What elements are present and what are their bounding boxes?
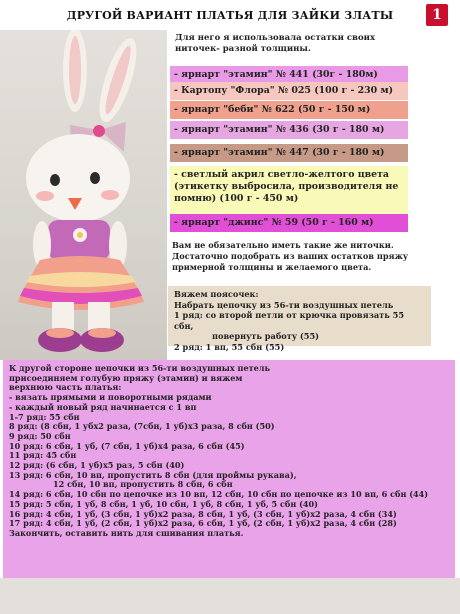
yarn-item-6: - светлый акрил светло-желтого цвета (этикетку выбросила, производителя не помню) (100 г - 450 м) [170,166,408,214]
belt-line: 1 ряд: со второй петли от крючка провязать 55 сбн, [174,310,405,331]
instruction-line: 10 ряд: 6 сбн, 1 уб, (7 сбн, 1 уб)х4 раза, 6 сбн (45) [9,440,245,451]
bunny-illustration [0,30,167,360]
instruction-line: 16 ряд: 4 сбн, 1 уб, (3 сбн, 1 уб)х2 раза, 8 сбн, 1 уб, (3 сбн, 1 уб)х2 раза, 4 сбн (34) [9,508,397,519]
yarn-item-1: - ярнарт "этамин" № 441 (30г - 180м) [170,66,408,84]
belt-line: повернуть работу (55) [212,331,320,341]
intro-text: Для него я использовала остатки своих ниточек- разной толщины. [175,33,376,54]
instruction-line: верхнюю часть платья: [9,382,122,393]
bow-center [93,125,105,137]
instruction-line: - каждый новый ряд начинается с 1 вп [9,401,197,412]
instruction-line: 14 ряд: 6 сбн, 10 сбн по цепочке из 10 вп, 12 сбн, 10 сбн по цепочке из 10 вп, 6 сбн (44) [9,489,429,500]
belt-line: Набрать цепочку из 56-ти воздушных петель [174,299,394,310]
page-number-badge: 1 [426,4,448,26]
instruction-line: Закончить, оставить нить для сшивания платья. [9,527,244,538]
instruction-line: 1-7 ряд: 55 сбн [9,411,80,422]
instruction-line: 8 ряд: (8 сбн, 1 убх2 раза, (7сбн, 1 уб)х3 раза, 8 сбн (50) [9,421,275,432]
head [26,134,130,222]
instruction-line: 12 ряд: (6 сбн, 1 уб)х5 раз, 5 сбн (40) [9,460,185,471]
instructions-section [3,360,455,578]
page-title: ДРУГОЙ ВАРИАНТ ПЛАТЬЯ ДЛЯ ЗАЙКИ ЗЛАТЫ [66,9,394,22]
instruction-line: 17 ряд: 4 сбн, 1 уб, (2 сбн, 1 уб)х2 раза, 6 сбн, 1 уб, (2 сбн, 1 уб)х2 раза, 4 сбн (28) [9,518,397,529]
instruction-line: 12 сбн, 10 вп, пропустить 8 сбн, 6 сбн [53,479,233,490]
instruction-line: К другой стороне цепочки из 56-ти воздушных петель [9,363,270,373]
yarn-note: Вам не обязательно иметь такие же ниточки. Достаточно подобрать из ваших остатков пряжу примерной толщины и желаемого цвета. [172,240,409,272]
belt-line: 2 ряд: 1 вп, 55 сбн (55) [174,341,285,352]
instruction-line: 9 ряд: 50 сбн [9,430,71,441]
yarn-item-3: - ярнарт "беби" № 622 (50 г - 150 м) [170,101,408,119]
yarn-item-4: - ярнарт "этамин" № 436 (30 г - 180 м) [170,121,408,139]
yarn-item-5: - ярнарт "этамин" № 447 (30 г - 180 м) [170,144,408,162]
yarn-item-7: - ярнарт "джинс" № 59 (50 г - 160 м) [170,214,408,232]
belt-heading: Вяжем поясочек: [174,289,259,299]
page-footer [0,578,460,614]
instruction-line: присоединяем голубую пряжу (этамин) и вяжем [9,372,243,383]
yarn-item-2: - Картопу "Флора" № 025 (100 г - 230 м) [170,82,408,100]
bunny-photo [0,30,167,360]
instruction-line: 15 ряд: 5 сбн, 1 уб, 8 сбн, 1 уб, 10 сбн, 1 уб, 8 сбн, 1 уб, 5 сбн (40) [9,498,318,509]
belt-section [168,286,431,352]
instruction-line: - вязать прямыми и поворотными рядами [9,392,212,403]
instruction-line: 13 ряд: 6 сбн, 10 вп, пропустить 8 сбн (для проймы рукава), [9,469,297,480]
instruction-line: 11 ряд: 45 сбн [9,450,77,461]
